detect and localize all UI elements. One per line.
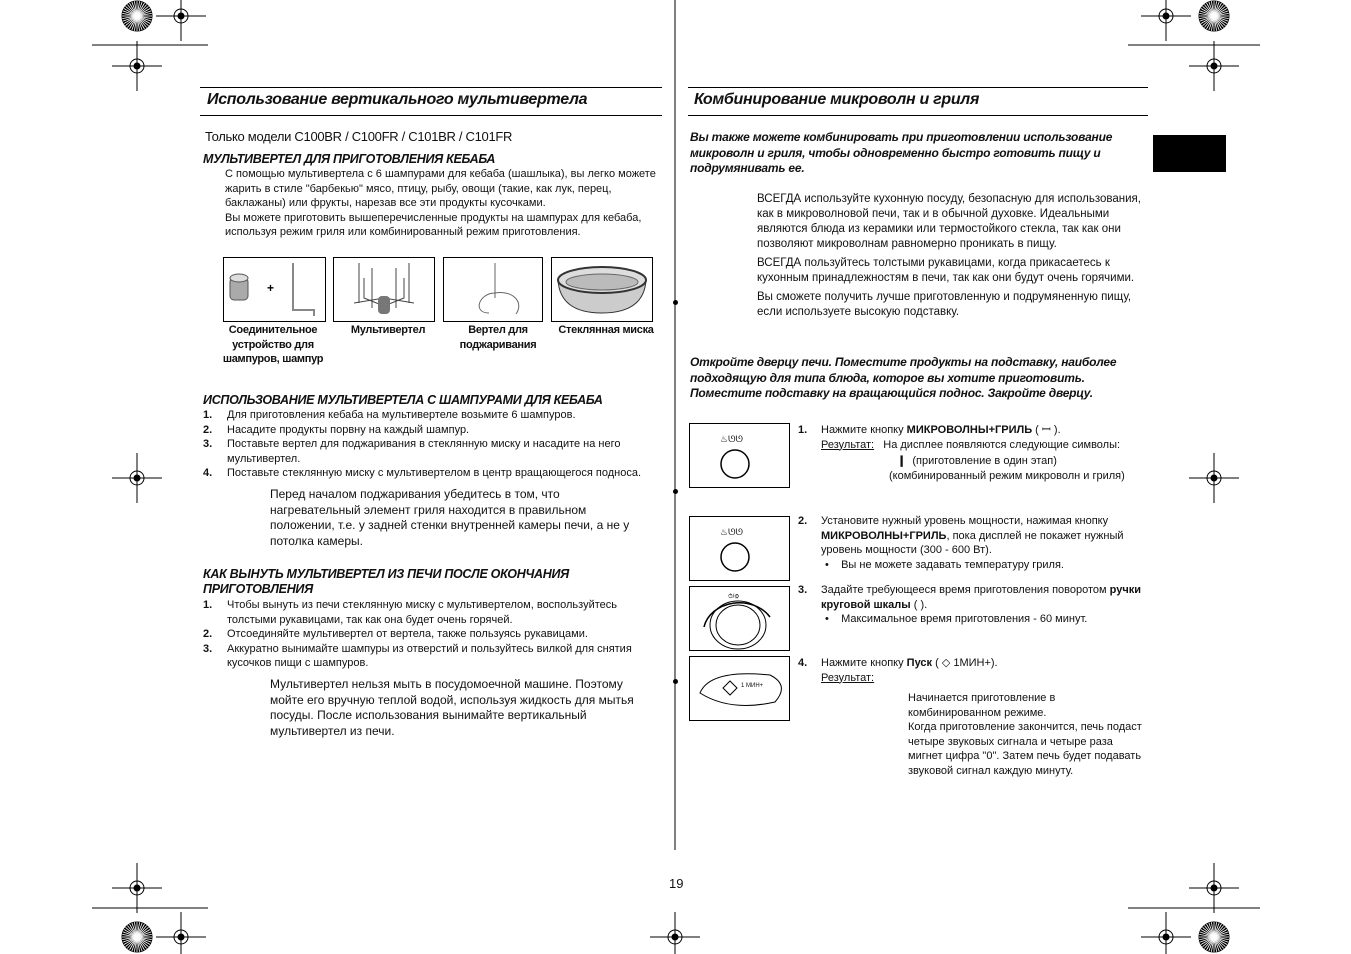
symbol-desc: (комбинированный режим микроволн и гриля)	[889, 469, 1125, 482]
paragraph: ВСЕГДА используйте кухонную посуду, безопасную для использования, как в микроволновой печи, так и в обычной духовке. Идеальными являются блюда из керамики или термостойкого стекла, так как они позволяют микроволнам равномерно проникать в пищу.	[757, 193, 1141, 250]
dial-knob-illustration	[690, 587, 789, 650]
list-item	[203, 642, 658, 671]
crosshair-mark	[1189, 41, 1239, 91]
step-1	[798, 423, 1148, 483]
list-item	[203, 627, 658, 642]
panel-start-button	[689, 656, 790, 721]
instruction-text: Откройте дверцу печи. Поместите продукты на подставку, наиболее подходящую для типа блюда, которое вы хотите приготовить. Поместите подставку на вращающийся поднос. Закройте дверцу.	[690, 355, 1117, 400]
list-item	[203, 423, 665, 438]
section-body	[225, 167, 663, 240]
page-number: 19	[669, 876, 684, 891]
section-heading: МУЛЬТИВЕРТЕЛ ДЛЯ ПРИГОТОВЛЕНИЯ КЕБАБА	[203, 152, 496, 166]
list-item	[203, 598, 658, 627]
paragraph: Вы можете приготовить вышеперечисленные продукты на шампурах для кебаба, используя режим гриля или комбинированный режим приготовления.	[225, 211, 642, 238]
step-text: Отсоединяйте мультивертел от вертела, также пользуясь рукавицами.	[227, 628, 588, 640]
glass-bowl-illustration	[552, 258, 652, 321]
note-text: Перед началом поджаривания убедитесь в том, что нагревательный элемент гриля находится в правильном положении, т.е. у задней стенки внутренней камеры печи, а не у потолка камеры.	[270, 487, 630, 548]
rosette-mark	[1199, 922, 1229, 952]
bullet-text: Вы не можете задавать температуру гриля.	[841, 558, 1064, 571]
models-note: Только модели C100BR / C100FR / C101BR / C101FR	[205, 129, 513, 144]
list-item	[203, 408, 665, 423]
fold-dot	[673, 300, 678, 305]
paragraph: Вы сможете получить лучше приготовленную и подрумяненную пищу, если используете высокую подставку.	[757, 291, 1132, 318]
result-text: Когда приготовление закончится, печь подаст четыре звуковых сигнала и четыре раза мигнет цифра "0". Затем печь будет подавать звуковой сигнал каждую минуту.	[908, 721, 1142, 777]
panel-dial	[689, 586, 790, 651]
step-text: Нажмите кнопку	[821, 424, 907, 436]
button-name: МИКРОВОЛНЫ+ГРИЛЬ	[906, 424, 1033, 436]
figure-connector-skewer	[223, 257, 326, 322]
fold-dot	[673, 489, 678, 494]
tips-block	[757, 192, 1149, 320]
symbol-desc: (приготовление в один этап)	[912, 455, 1057, 467]
step-number: 2.	[798, 515, 808, 527]
svg-text:+: +	[267, 281, 275, 295]
step-text: Поставьте стеклянную миску с мультивертелом в центр вращающегося подноса.	[227, 467, 642, 479]
step-number: 2.	[203, 628, 213, 640]
figure-caption: Мультивертел	[350, 324, 426, 336]
left-page-title: Использование вертикального мультивертела	[207, 91, 588, 108]
crosshair-mark	[156, 0, 206, 41]
result-text: На дисплее появляются следующие символы:	[883, 438, 1121, 451]
figure-caption: Вертел для поджаривания	[459, 324, 537, 351]
svg-text:⏱/⚙: ⏱/⚙	[728, 594, 740, 600]
crosshair-mark	[112, 453, 162, 503]
crosshair-mark	[1141, 912, 1191, 954]
step-number: 1.	[203, 599, 213, 611]
step-number: 2.	[203, 423, 213, 436]
crosshair-mark	[1189, 453, 1239, 503]
paragraph: ВСЕГДА пользуйтесь толстыми рукавицами, когда прикасаетесь к кухонным принадлежностям в печи, так как они будут очень горячими.	[757, 257, 1135, 284]
crosshair-mark	[1141, 0, 1191, 41]
result-label: Результат:	[821, 438, 875, 451]
step-text: Аккуратно вынимайте шампуры из отверстий и пользуйтесь вилкой для снятия кусочков пищи с шампуров.	[227, 642, 632, 669]
step-text: Поставьте вертел для поджаривания в стеклянную миску и насадите на него мультивертел.	[227, 438, 621, 465]
bullet-text: Максимальное время приготовления - 60 минут.	[841, 613, 1088, 625]
list-item	[203, 466, 665, 481]
combi-button-illustration	[690, 424, 789, 487]
svg-text:♨ᘎᘎ: ♨ᘎᘎ	[720, 434, 744, 444]
step-number: 4.	[203, 467, 213, 479]
crosshair-mark	[156, 912, 206, 954]
step-text: Нажмите кнопку	[821, 657, 907, 669]
step-text: , пока дисплей не покажет нужный уровень мощности (300 - 600 Вт).	[821, 529, 1124, 556]
note-text: Мультивертел нельзя мыть в посудомоечной машине. Поэтому мойте его вручную теплой водой, используя жидкость для мытья посуды. После использования вынимайте вертикальный мультивертел из печи.	[270, 677, 634, 738]
figure-roasting-spit	[443, 257, 543, 322]
step-number: 3.	[798, 584, 808, 596]
title-bottom-rule	[688, 115, 1148, 116]
connector-skewer-illustration	[224, 258, 325, 321]
rosette-mark	[122, 922, 152, 952]
paragraph: С помощью мультивертела с 6 шампурами для кебаба (шашлыка), вы легко можете жарить в стиле "барбекью" мясо, птицу, рыбу, овощи (такие, как лук, перец, баклажаны) или фрукты, нарезав все эти продукты кусочками.	[225, 168, 656, 209]
panel-combi-button-1	[689, 423, 790, 488]
step-text: ( ꟷ ).	[1032, 424, 1061, 436]
step-number: 1.	[798, 424, 808, 436]
intro-text: Вы также можете комбинировать при приготовлении использование микроволн и гриля, чтобы одновременно быстро готовить пищу и подрумянивать ее.	[690, 130, 1113, 175]
title-top-rule	[688, 87, 1148, 88]
crosshair-mark	[112, 41, 162, 91]
step-number: 1.	[203, 409, 213, 421]
button-name: Пуск	[906, 657, 933, 669]
rosette-mark	[1199, 1, 1229, 31]
title-bottom-rule	[200, 115, 662, 116]
crosshair-mark	[1189, 863, 1239, 913]
section-tab	[1153, 135, 1226, 172]
start-button-illustration	[690, 657, 789, 720]
step-text: Задайте требующееся время приготовления поворотом	[821, 584, 1110, 596]
figure-multispit	[333, 257, 435, 322]
button-name: МИКРОВОЛНЫ+ГРИЛЬ	[821, 529, 947, 542]
kebab-steps-list	[203, 408, 665, 481]
right-page-title: Комбинирование микроволн и гриля	[694, 91, 980, 108]
section-heading: ИСПОЛЬЗОВАНИЕ МУЛЬТИВЕРТЕЛА С ШАМПУРАМИ ДЛЯ КЕБАБА	[203, 393, 603, 407]
button-name: ручки круговой шкалы	[821, 584, 1141, 611]
step-text: ( ◇ 1МИН+).	[932, 657, 998, 669]
step-text: Для приготовления кебаба на мультивертеле возьмите 6 шампуров.	[227, 409, 576, 421]
result-text: Начинается приготовление в комбинированном режиме.	[908, 692, 1056, 719]
step-text: Установите нужный уровень мощности, нажимая кнопку	[821, 515, 1109, 527]
step-text: ( ).	[910, 598, 928, 611]
result-label: Результат:	[821, 671, 875, 684]
one-stage-symbol: ❙	[897, 455, 907, 467]
roasting-spit-illustration	[444, 258, 542, 321]
section-heading: КАК ВЫНУТЬ МУЛЬТИВЕРТЕЛ ИЗ ПЕЧИ ПОСЛЕ ОКОНЧАНИЯ ПРИГОТОВЛЕНИЯ	[203, 567, 569, 596]
combi-button-illustration	[690, 517, 789, 580]
step-3: 3. Задайте требующееся время приготовления поворотом ручки круговой шкалы ( ). • Максимальное время приготовления - 60 минут.	[798, 584, 1141, 625]
crosshair-mark	[650, 912, 700, 954]
step-2: 2. Установите нужный уровень мощности, нажимая кнопку МИКРОВОЛНЫ+ГРИЛЬ, пока дисплей не покажет нужный уровень мощности (300 - 600 Вт). • Вы не можете задавать температуру гриля.	[798, 515, 1124, 571]
title-top-rule	[200, 87, 662, 88]
step-number: 3.	[203, 438, 213, 450]
remove-steps-list	[203, 598, 658, 671]
step-4	[798, 656, 1148, 778]
step-number: 3.	[203, 642, 213, 655]
step-number: 4.	[798, 657, 808, 669]
panel-combi-button-2	[689, 516, 790, 581]
figure-caption: Соединительное устройство для шампуров, шампур	[222, 324, 324, 365]
figure-caption: Стеклянная миска	[558, 324, 654, 336]
rosette-mark	[122, 1, 152, 31]
multispit-illustration	[334, 258, 434, 321]
start-button-label: 1 МИН+	[741, 683, 764, 689]
svg-text:♨ᘎᘎ: ♨ᘎᘎ	[720, 527, 744, 537]
list-item	[203, 437, 647, 466]
fold-dot	[673, 679, 678, 684]
step-text: Насадите продукты порвну на каждый шампур.	[227, 423, 470, 436]
crosshair-mark	[112, 863, 162, 913]
figure-glass-bowl	[551, 257, 653, 322]
step-text: Чтобы вынуть из печи стеклянную миску с мультивертелом, воспользуйтесь толстыми рукавицами, так как она будет очень горячей.	[227, 599, 617, 626]
